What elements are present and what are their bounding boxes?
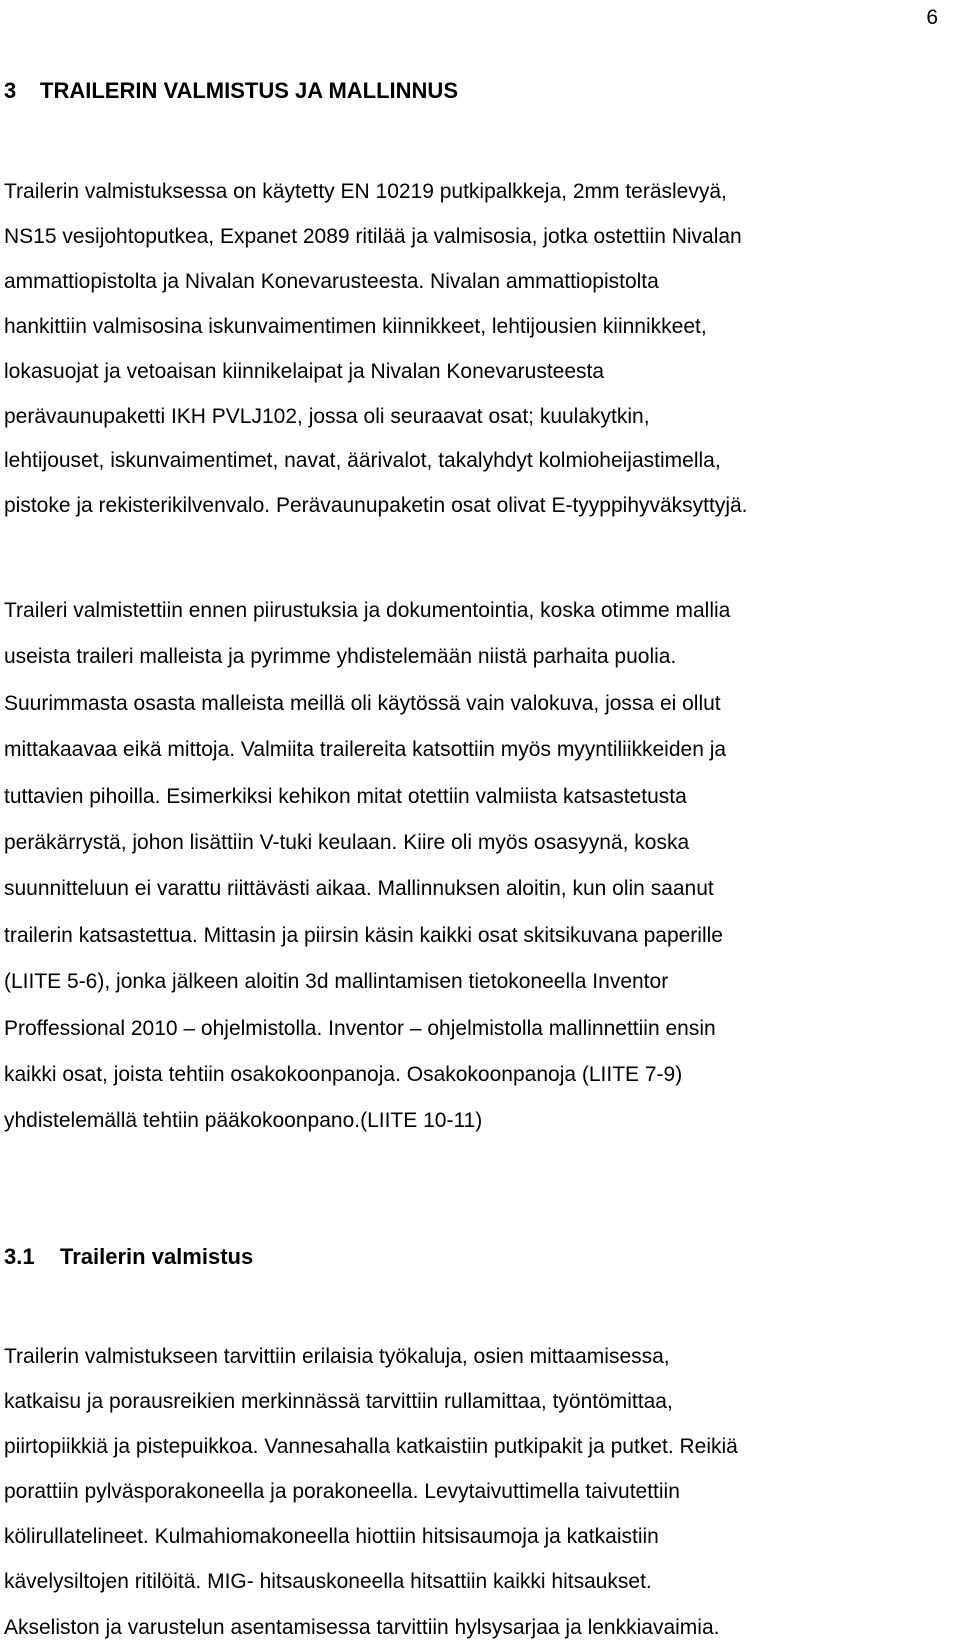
text-line: suunnitteluun ei varattu riittävästi aikaa. Mallinnuksen aloitin, kun olin saanut (4, 877, 714, 901)
text-line: piirtopiikkiä ja pistepuikkoa. Vannesahalla katkaistiin putkipakit ja putket. Reikiä (4, 1435, 738, 1459)
subsection-heading (4, 1243, 253, 1271)
section-number: 3 (4, 78, 17, 103)
text-line: kävelysiltojen ritilöitä. MIG- hitsauskoneella hitsattiin kaikki hitsaukset. (4, 1570, 652, 1594)
text-line: katkaisu ja porausreikien merkinnässä tarvittiin rullamittaa, työntömittaa, (4, 1390, 673, 1414)
text-line: kölirullatelineet. Kulmahiomakoneella hiottiin hitsisaumoja ja katkaistiin (4, 1525, 659, 1549)
text-line: porattiin pylväsporakoneella ja porakoneella. Levytaivuttimella taivutettiin (4, 1480, 680, 1504)
text-line: Trailerin valmistukseen tarvittiin erilaisia työkaluja, osien mittaamisessa, (4, 1345, 670, 1368)
text-line: yhdistelemällä tehtiin pääkokoonpano.(LIITE 10-11) (4, 1109, 483, 1133)
text-line: lokasuojat ja vetoaisan kiinnikelaipat ja Nivalan Konevarusteesta (4, 359, 605, 383)
text-line: kaikki osat, joista tehtiin osakokoonpanoja. Osakokoonpanoja (LIITE 7-9) (4, 1063, 683, 1087)
text-line: Proffessional 2010 – ohjelmistolla. Inventor – ohjelmistolla mallinnettiin ensin (4, 1016, 716, 1040)
section-paragraph-1 (4, 170, 944, 529)
text-line: Traileri valmistettiin ennen piirustuksia ja dokumentointia, koska otimme mallia (4, 599, 731, 622)
text-line: peräkärrystä, johon lisättiin V-tuki keulaan. Kiire oli myös osasyynä, koska (4, 831, 690, 855)
text-line: Suurimmasta osasta malleista meillä oli käytössä vain valokuva, jossa ei ollut (4, 691, 721, 715)
section-title: TRAILERIN VALMISTUS JA MALLINNUS (40, 78, 458, 103)
text-line: Trailerin valmistuksessa on käytetty EN 10219 putkipalkkeja, 2mm teräslevyä, (4, 180, 727, 203)
text-line: trailerin katsastettua. Mittasin ja piirsin käsin kaikki osat skitsikuvana paperille (4, 923, 723, 947)
text-line: tuttavien pihoilla. Esimerkiksi kehikon mitat otettiin valmiista katsastetusta (4, 784, 687, 808)
subsection-paragraph-1 (4, 1334, 944, 1650)
text-line: pistoke ja rekisterikilvenvalo. Perävaunupaketin osat olivat E-tyyppihyväksyttyjä. (4, 494, 748, 518)
text-line: perävaunupaketti IKH PVLJ102, jossa oli seuraavat osat; kuulakytkin, (4, 404, 650, 428)
subsection-title: Trailerin valmistus (60, 1244, 254, 1269)
text-line: lehtijouset, iskunvaimentimet, navat, äärivalot, takalyhdyt kolmioheijastimella, (4, 449, 721, 473)
text-line: ammattiopistolta ja Nivalan Konevarusteesta. Nivalan ammattiopistolta (4, 269, 659, 293)
text-line: hankittiin valmisosina iskunvaimentimen kiinnikkeet, lehtijousien kiinnikkeet, (4, 314, 707, 338)
section-paragraph-2 (4, 588, 944, 1145)
subsection-number: 3.1 (4, 1244, 35, 1269)
text-line: useista traileri malleista ja pyrimme yhdistelemään niistä parhaita puolia. (4, 645, 677, 669)
text-line: (LIITE 5-6), jonka jälkeen aloitin 3d mallintamisen tietokoneella Inventor (4, 970, 669, 994)
text-line: NS15 vesijohtoputkea, Expanet 2089 ritilää ja valmisosia, jotka ostettiin Nivalan (4, 224, 742, 248)
text-line: mittakaavaa eikä mittoja. Valmiita trailereita katsottiin myös myyntiliikkeiden ja (4, 738, 727, 762)
text-line: Akseliston ja varustelun asentamisessa tarvittiin hylsysarjaa ja lenkkiavaimia. (4, 1615, 720, 1639)
section-heading (4, 77, 458, 105)
page-number: 6 (926, 6, 938, 29)
